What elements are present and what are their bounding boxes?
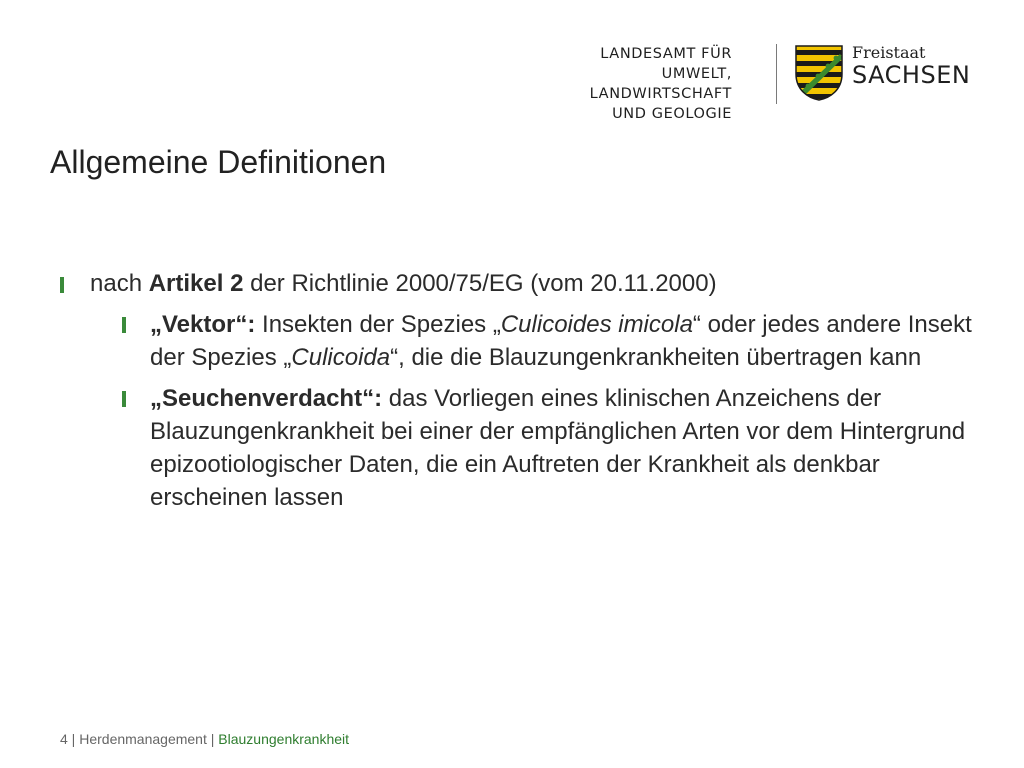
definition-text-1: Insekten der Spezies „ — [255, 311, 501, 338]
definition-term: „Vektor“: — [150, 311, 256, 338]
slide-title: Allgemeine Definitionen — [50, 144, 387, 180]
footer-topic: Blauzungenkrankheit — [218, 731, 350, 747]
definition-text-3: “, die die Blauzungenkrankheiten übertragen kann — [390, 344, 922, 371]
species-name-1: Culicoides imicola — [500, 311, 693, 338]
agency-name — [560, 44, 732, 124]
page-number: 4 — [60, 731, 68, 747]
agency-line-1: LANDESAMT FÜR UMWELT, — [600, 46, 732, 82]
state-name — [852, 44, 970, 88]
saxony-coat-of-arms-icon — [794, 44, 844, 102]
agency-line-3: UND GEOLOGIE — [612, 106, 732, 122]
footer-separator: | — [206, 731, 219, 747]
bullet-text-pre: nach — [90, 270, 149, 297]
bullet-level1 — [58, 268, 988, 300]
bullet-text-bold: Artikel 2 — [148, 270, 244, 297]
bullet-marker — [60, 277, 64, 293]
bullet-marker — [122, 317, 126, 333]
footer-section: Herdenmanagement — [79, 731, 207, 747]
header-logo — [560, 40, 980, 122]
slide-footer — [60, 731, 349, 747]
state-name-line-2: SACHSEN — [852, 61, 971, 89]
definition-text-2: “ oder jedes andere Insekt der Spezies „ — [150, 311, 972, 371]
bullet-marker — [122, 391, 126, 407]
footer-separator: | — [67, 731, 80, 747]
definition-text: das Vorliegen eines klinischen Anzeichens der Blauzungenkrankheit bei einer der empfänglichen Arten vor dem Hintergrund epizootiologischer Daten, die ein Auftreten der Krankheit als denkbar erscheinen lassen — [150, 385, 966, 511]
slide-content — [58, 268, 988, 514]
species-name-2: Culicoida — [291, 344, 391, 371]
bullet-seuchenverdacht — [58, 382, 988, 514]
definition-term: „Seuchenverdacht“: — [150, 385, 383, 412]
bullet-vektor — [58, 308, 988, 374]
state-name-line-1: Freistaat — [852, 43, 926, 62]
bullet-text-post: der Richtlinie 2000/75/EG (vom 20.11.2000) — [243, 270, 717, 297]
logo-divider — [776, 44, 777, 104]
agency-line-2: LANDWIRTSCHAFT — [589, 86, 732, 102]
